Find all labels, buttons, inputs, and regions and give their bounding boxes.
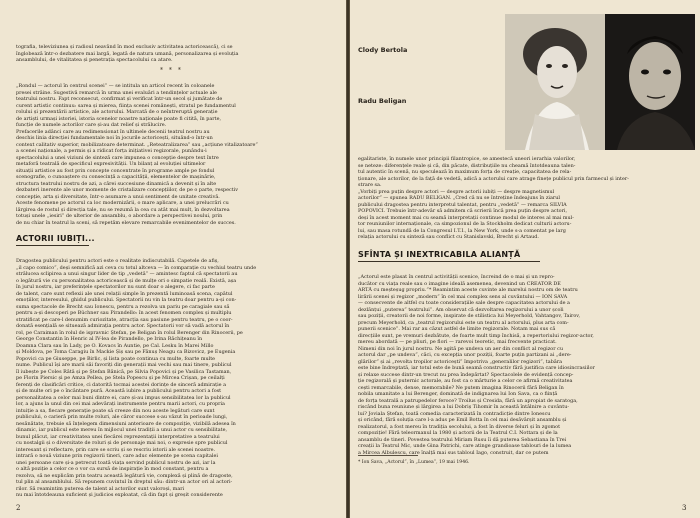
- text-line: în jurul nostru, iar preferințele spectatorilor nu sunt doar o alegere, ci fac parte: [16, 284, 215, 290]
- text-line: ferenți de clasificări critice, ci datorită tocmai acestei dorințe de sinceră admirație a: [16, 381, 227, 388]
- text-line: tul autentic în scenă, nu speculează în maximum forța de creație, capacitatea de rela-: [358, 169, 572, 175]
- text-line: și de multe ori pe o încântare pură. Această iubire a publicului pentru actori a fost: [16, 388, 222, 394]
- text-line: rol, pe Caraiman în rolul de ispravnic Ștefan, pe Beligan în rolul Berenger din Rinocerii, pe: [16, 329, 243, 336]
- text-line: „Vorbiți prea puțin despre actori — despre actorii iubiți — despre magnetismul: [358, 188, 555, 195]
- text-line: se neteze: diferențele reale și că, din păcate, distribuțiile nu cheamă întotdeauna talen-: [358, 162, 576, 169]
- text-line: deschis linia direcției fundamentale noi în jocurile actoricești, situând-o într-un: [16, 135, 213, 141]
- text-line: situații artistice au fost prin concepte concentrate în programe ample pe fondul: [16, 167, 215, 174]
- text-line: interesant și reflectare, prin care se scriu și se rescriu istorii ale scenei noastre.: [16, 446, 216, 453]
- text-line: dezlănțui „puterea” teatrului”. Am observat că dezvoltarea regizorului a unor școli: [358, 306, 564, 313]
- text-line: „Rondul — actorul în centrul scenei” — se intitula un articol recent în coloanele: [16, 83, 215, 89]
- text-line: nesănătate, trebuie să înțelegem dimensiuni anterioare de compoziție, vizibilă adesea în: [16, 420, 236, 427]
- text-line: funcție de numele actorilor care și-au dat relief și strălucire.: [16, 122, 167, 128]
- text-line: o legătură vie cu personalitatea actoricească și de mulțe ori o simpatie reală. Există, așa: [16, 277, 237, 284]
- text-line: dinamic, iar publicul este mereu în mijlocul unei tradiții a unui actor cu sensibilitate,: [16, 427, 228, 433]
- left-page: [0, 0, 346, 518]
- text-line: glărilor” și ai „revolta tropilor actoricești” împotriva „generalilor regizori”, tabăra: [358, 358, 562, 365]
- text-line: curent artistic continuu: sarea și mierea, ființa scenei românești, stratul pe fundamentul: [16, 102, 236, 109]
- page-number-left: 2: [16, 504, 21, 512]
- text-line: egalitariste, în numele unor principii filantropice, se amestecă uneori ierarhia valorilor,: [358, 156, 576, 162]
- text-line: de talent, care sunt reflexii ale unei relații simple în prezentă luminoasă scena, capătul: [16, 290, 233, 297]
- left-section1-text: [16, 83, 334, 226]
- heading-sfinta-alianta: SFÎNTA ȘI INEXTRICABILA ALIANȚĂ: [358, 250, 521, 259]
- text-line: ansamblului, de vitalitatea și penetrația spectacolului ca atare.: [16, 57, 173, 63]
- text-line: pe Florin Piersic și pe Amza Pellea, pe Stela Popescu și pe Mircea Crișan, pe ceilalți: [16, 375, 225, 381]
- text-line: intrară o nouă viziune prin regizorii tineri, care aduc elemente pe scena capitalei: [16, 453, 218, 459]
- text-line: îl iubește pe Coles Rătâ și pe Ștefan Bănică, pe Silvia Popovici și pe Vasilica Tastaman,: [16, 368, 232, 375]
- text-line: donată esențială se situează admirația pentru actor. Spectatorii vor să vadă actorul în: [16, 323, 230, 329]
- left-section2-text: [16, 258, 334, 499]
- text-line: ționare, ale actorilor, de la față de vedetă, adică a actorului care atrage finețe publicul prin farmecul și inter-: [358, 175, 629, 182]
- text-line: ARTĂ cu meșteșug propriu.”* Reamintim aceste cuvinte ale marelui nostru om de teatru: [358, 287, 578, 293]
- text-line: mereu abordată — pe pliuri, pe flori — rarevoi teoretic, mai frecvente practicat.: [358, 339, 557, 345]
- text-line: Popovici ca pe Giuseppe, pe Birlic, și lista poate continua cu multe, foarte multe: [16, 355, 216, 362]
- text-line: a Mircea Albulescu, care înalță mai sus tabloul Iago, construit, dar ce putem: [358, 449, 549, 456]
- text-line: publicului dragostea pentru interpretul talentat, pentru „vedetă” — remarca SILVIA: [358, 201, 567, 208]
- text-line: publicului, o carieră prin multe roluri, ale căror succese s-au văzut în perioade lungi,: [16, 414, 228, 420]
- text-line: suma spectacole de Brecht sau Ionescu, pentru a rezolva un pariu pe caragiale sau să: [16, 303, 230, 310]
- text-line: Nimeni din noi în jurul nostru. Ne agită pe undeva un aer din conflict al regizor cu: [358, 345, 564, 352]
- text-line: strălucea sclipirea a unui singur lider de tip „vedetă” — amintesc faptul că spectatorii au: [16, 271, 238, 277]
- text-line: riscând buna reuniune și lărgirea a lui Dobriș Tihomir în această întâlnire a cuvântu-: [358, 404, 570, 410]
- text-line: Doamna Clara sau în Lady, pe O. Kovacs în Auntie, pe Cal. Lesku în Marei Millo: [16, 342, 214, 349]
- text-line: spectacolului a unei viziuni de sinteză care impunea o concepție despre text între: [16, 154, 219, 161]
- text-line: presei străine. Sugestivă remarcă în urma unei evaluări a tendințelor actuale ale: [16, 89, 217, 96]
- text-line: relația actorului cu sinteză sau conflict cu Stanislavski, Brecht și Artaud.: [358, 234, 539, 240]
- text-line: deși în acest moment mai cu seamă interpretații continue modul de interes al mai mul-: [358, 214, 574, 221]
- text-line: ție regizorală și puternic actorale, au fost ca o mărturie a celor ce afirmă creativitatea: [358, 378, 573, 384]
- text-line: Prefacerile adânci care au redimensionat în ultimele decenii teatrul nostru au: [16, 128, 210, 135]
- heading-underline-right: [358, 261, 540, 262]
- text-line: înglobează într-o dezbatere mai largă, legată de natura umană, personalizarea și evoluția: [16, 50, 239, 57]
- text-line: dezbateri inerente ale unor momente de cristalizare concepțiilor, de pe o parte, respectiv: [16, 187, 239, 193]
- text-line: lirării scenei și regizor „modern” în cel mai complex sens al cuvântului — ION SAVA: [358, 293, 568, 300]
- text-line: unei persoane care și-a petrecut toată viața servind publicul nostru de azi, iar la: [16, 459, 216, 466]
- text-line: cu nostalgii și o diversitate de roluri și de personaje mai noi, o expresie spre publicul: [16, 440, 228, 446]
- text-line: emoțiilor, interesului, ghidul publicului. Spectatorii nu vin la teatru doar pentru a-și con-: [16, 297, 237, 303]
- text-line: nume. Publicul își are marii săi favoriți din generații mai vechi sau mai tinere, publicul: [16, 362, 232, 368]
- text-line: intuiție a sa, fiecare generație poate să creeze din nou aceste legături care sunt: [16, 407, 215, 414]
- text-line: tografia, televiziunea și radioul neavând în mod exclusiv activitatea actoricească), ci se: [16, 44, 233, 50]
- text-line: lui? Joviala Ștefan, toată comedia caracterizată în contradicție dintre Ionescu: [358, 410, 551, 417]
- text-line: o altă poziție a celor ce o vor ca sursă de inspirație în mod constant, pentru a: [16, 466, 209, 472]
- right-upper-text: [358, 156, 692, 241]
- text-line: și oricând, fără soluția care l-a adus pe Emil Botta în cel mai desăvârșit ansamblu și: [358, 417, 567, 423]
- caption-radu-beligan: Radu Beligan: [358, 97, 407, 105]
- text-line: scenografie, o cunoaștere cu consecință a capacității, elementelor de mașinărie,: [16, 174, 216, 180]
- text-line: de forța teatrală a patrupedelor feroce? Troilus și Cresida, fără un apropiat de saratoga,: [358, 397, 578, 404]
- portrait-photo-image: [505, 14, 695, 150]
- text-line: realizatorul, a fost mereu în tradiția secolului, a fost în diverse feluri și în zgomot: [358, 423, 561, 430]
- text-line: actorul dar „pe undeva”, căci, cu excepția unor poziții, foarte puțin partizani ai „dere-: [358, 352, 572, 358]
- text-line: lor, a ajuns la unul din cei mai adevărați instrumente pentru marii actori, cu propria: [16, 401, 225, 407]
- text-line: pentru a-și descoperi pe Büchner sau Pirandello: în acest fenomen complex și multiplu: [16, 310, 232, 316]
- text-line: concepție, arta și diversitate, într-o asumare a unui sentiment de unitate creativă.: [16, 193, 220, 200]
- text-line: Aceste fenomene pe actorul ca loc modernizării, o mare aplicare, a unei prelucrări cu: [16, 200, 229, 206]
- text-line: „Actorul este plasat în centrul activității scenice, încreind de o mai și un repro-: [358, 274, 555, 280]
- text-line: nu mai întotdeauna suficient și judicios exploatat, că din fapt și greșit considerente: [16, 492, 223, 498]
- text-line: rilor. Să reamintim puterea de talent al actorilor sunt valoroși, mari: [16, 485, 185, 492]
- right-page: [350, 0, 700, 518]
- text-line: ducător cu viața reale sau o imagine ideală asemenea, devenind un CREATOR DE: [358, 280, 561, 287]
- text-line: este bine îndreptată, iar totul este de bună seamă constructiv fără justifica care idiosincrasiilor: [358, 365, 595, 371]
- footnote: * Ion Sava, „Actorul”, în „Lumea”, 19 mai 1946.: [358, 460, 470, 465]
- heading-underline: [16, 245, 89, 246]
- actors-portrait-photo: [505, 14, 695, 150]
- text-line: strare sa.: [358, 182, 382, 188]
- text-line: de artiști urmași istoriei, istoria scenelor noastre naționale poate fi citită, în parte,: [16, 115, 222, 122]
- text-line: stratificat pe care-l denumim curiozitate, atracția sau pasiune pentru teatru, pe o coor-: [16, 316, 233, 323]
- text-line: POPOVICI. Trebuie într-adevăr să admitem că scrierii încă prea puțin despre actori,: [358, 208, 568, 214]
- text-line: lărgirea de rostul și direcția tale, nu se rezumă la cea cu atât mai mult, în dezvoltarea: [16, 206, 230, 213]
- text-line: a scenei naționale, a permis și a ridicat forța inițiativei regizorale, punându-i: [16, 148, 207, 154]
- text-line: structura teatrului nostru de azi, a cărei succesiune dinamică a devenit și în alte: [16, 180, 217, 187]
- text-line: nobila umanitate a lui Berenger, dominată de indignarea lui Ion Sava, ca o ființă: [358, 391, 558, 397]
- text-line: direcțiile sunt, pe vremuri dezbătute, de foarte mult timp închisă, a repertoriului regizor-actor,: [358, 332, 594, 339]
- text-line: George Constantin în Henric al IV-lea de Pirandello, pe Irina Răchițeanu în: [16, 336, 203, 342]
- text-line: teatrului nostru. Fapt reconsecut, confirmat și verificat într-un secol și jumătate de: [16, 96, 223, 102]
- text-line: sau poziții, creatorii de noi forme, inspirate de stilistica lui Meyerhold, Vahtangov, Tairov,: [358, 313, 581, 319]
- section-separator: * * *: [160, 67, 183, 74]
- text-line: Dragostea publicului pentru actori este o realitate indiscutabilă. Capetele de afiș,: [16, 258, 219, 264]
- text-line: rolului și prezentării artistice, ale actorului. Marcată de o neîntreruptă generație: [16, 109, 218, 115]
- text-line: tul plin al ansamblului. Să repunem cuvintul în dreptul său: dintr-un actor ori al actori-: [16, 479, 233, 485]
- text-line: lui, sau masa rotundă de la Congresul I.T.I., la New York, unde s-a comentat pe larg: [358, 227, 566, 234]
- text-line: și relaxe succese dintr-un trecut nu prea îndepărtat? Spectacolele de evidență concep-: [358, 371, 574, 378]
- text-line: ansamblu de tineri. Povestea teatrului Miriam Rusu îi dă puterea Sebastiana în Trei: [358, 436, 567, 443]
- text-line: bunul plăcut, iar creativitatea unei fiecărei reprezentații interpretative a teatrului: [16, 433, 220, 440]
- text-line: cești remarcabile, dense, memorabile? Ne putem imagina Rinocerii fără Beligan în: [358, 384, 564, 391]
- text-line: actorilor” — spunea RADU BELIGAN. „Cred că nu se întreține îndeajuns în ziarul: [358, 195, 560, 201]
- text-line: precum Meyerhold, ca „teatrul regizorului este un teatru al actorului, plus arta com-: [358, 319, 569, 326]
- text-line: compoziție! Fără teleormanul la 1980 și actorii de la Teatrul C.I. Nottara și de la: [358, 430, 558, 436]
- heading-actorii-iubiti: ACTORII IUBIȚI...: [16, 234, 95, 243]
- text-line: metaforă teatrală de specificul expresivității. Un bilanț al evoluției ultimelor: [16, 161, 206, 167]
- caption-clody-bertola: Clody Bertola: [358, 46, 408, 54]
- text-line: context calitativ superior, mobilizatoare determinat. „Reteatralizarea” sau „acțiune vitalizatoare”: [16, 141, 258, 148]
- text-line: „il capo comico”, deși semnifică azi ceva cu totul altceva — în comparație cu vechiul teatru unde: [16, 264, 257, 271]
- text-line: de nu chiar în teatrul la sceni, să repetăm elevare remarcabile evenimentelor de succes.: [16, 219, 236, 226]
- text-line: — consecvente de altfel cu toate considerațiile sale despre capacitatea actorului de a: [358, 300, 570, 306]
- text-line: totuși unele „iesiri” de ulterior de ansamblu, o abordare a perspectivei noului, prin: [16, 213, 223, 219]
- page-number-right: 3: [682, 504, 687, 512]
- text-line: creații la Teatrul Mic, unde Gina Patrichi, care atinge grandioase tablouri de la lumea: [358, 443, 572, 449]
- right-lower-text: [358, 274, 692, 456]
- text-line: tor reuniunilor internaționale, ca simpozionul de la Stockholm dedicat culturii actoru-: [358, 221, 572, 227]
- left-intro-text: [16, 44, 334, 64]
- text-line: și Moldova, pe Toma Caragiu în Mackie Șiș sau pe Fănuș Neagu ca Bizovicz, pe Eugenia: [16, 349, 236, 355]
- text-line: personalitatea a celor mai buni dintre ei, care și-au impus sensibilitatea lor la publicul: [16, 394, 231, 401]
- footnote-rule: [358, 455, 418, 456]
- text-line: punerii scenice”. Mai rar au căzut astfel de limite regizorale. Notam mai sus că: [358, 326, 556, 332]
- text-line: rezolva, să ne explicăm prin teatru această legătură vie, complexă și plină de dragoste,: [16, 472, 233, 479]
